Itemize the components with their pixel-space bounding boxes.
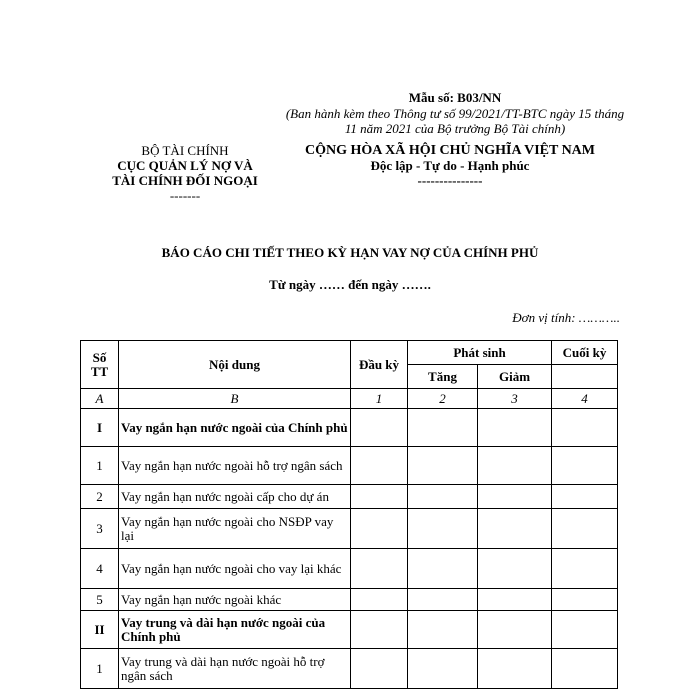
row-content: Vay ngắn hạn nước ngoài cho NSĐP vay lại (119, 509, 351, 549)
cell-decrease (478, 649, 552, 689)
cell-increase (408, 485, 478, 509)
table-row (81, 447, 618, 485)
header-increase: Tăng (408, 365, 478, 389)
cell-opening (351, 649, 408, 689)
cell-increase (408, 589, 478, 611)
cell-decrease (478, 409, 552, 447)
header-decrease: Giảm (478, 365, 552, 389)
form-note: (Ban hành kèm theo Thông tư số 99/2021/TT-BTC ngày 15 tháng 11 năm 2021 của Bộ trưởng Bộ Tài chính) (285, 106, 625, 136)
cell-opening (351, 611, 408, 649)
table-row (81, 611, 618, 649)
row-number: II (81, 611, 119, 649)
row-content: Vay trung và dài hạn nước ngoài hỗ trợ ngân sách (119, 649, 351, 689)
row-content: Vay ngắn hạn nước ngoài khác (119, 589, 351, 611)
header-stt: Số TT (81, 341, 119, 389)
cell-decrease (478, 485, 552, 509)
cell-increase (408, 509, 478, 549)
cell-opening (351, 485, 408, 509)
cell-opening (351, 409, 408, 447)
table-row (81, 509, 618, 549)
cell-closing (552, 447, 618, 485)
cell-closing (552, 611, 618, 649)
agency-line3: TÀI CHÍNH ĐỐI NGOẠI (112, 173, 258, 188)
table-row (81, 549, 618, 589)
header-content: Nội dung (119, 341, 351, 389)
table-row (81, 589, 618, 611)
row-number: 4 (81, 549, 119, 589)
header-closing-empty (552, 365, 618, 389)
cell-opening (351, 509, 408, 549)
report-period: Từ ngày …… đến ngày ……. (269, 277, 431, 292)
republic-header (300, 143, 600, 188)
report-unit: Đơn vị tính: ……….. (512, 310, 620, 325)
cell-decrease (478, 611, 552, 649)
header-closing: Cuối kỳ (552, 341, 618, 365)
cell-increase (408, 549, 478, 589)
code-4: 4 (552, 389, 618, 409)
row-number: 3 (81, 509, 119, 549)
cell-increase (408, 409, 478, 447)
cell-decrease (478, 589, 552, 611)
table-row (81, 649, 618, 689)
code-1: 1 (351, 389, 408, 409)
row-number: 5 (81, 589, 119, 611)
agency-header (100, 143, 270, 203)
row-content: Vay ngắn hạn nước ngoài cấp cho dự án (119, 485, 351, 509)
cell-opening (351, 447, 408, 485)
row-content: Vay ngắn hạn nước ngoài cho vay lại khác (119, 549, 351, 589)
cell-opening (351, 589, 408, 611)
agency-line2: CỤC QUẢN LÝ NỢ VÀ (117, 158, 253, 173)
cell-decrease (478, 549, 552, 589)
cell-closing (552, 485, 618, 509)
header-incurred: Phát sinh (408, 341, 552, 365)
row-number: 1 (81, 447, 119, 485)
cell-opening (351, 549, 408, 589)
cell-increase (408, 649, 478, 689)
row-number: I (81, 409, 119, 447)
code-3: 3 (478, 389, 552, 409)
republic-name: CỘNG HÒA XÃ HỘI CHỦ NGHĨA VIỆT NAM (304, 143, 595, 158)
cell-increase (408, 611, 478, 649)
row-content: Vay trung và dài hạn nước ngoài của Chính phủ (119, 611, 351, 649)
republic-motto: Độc lập - Tự do - Hạnh phúc (370, 158, 530, 173)
agency-line1: BỘ TÀI CHÍNH (141, 143, 229, 158)
cell-closing (552, 409, 618, 447)
row-number: 1 (81, 649, 119, 689)
code-2: 2 (408, 389, 478, 409)
republic-divider: --------------- (417, 173, 483, 188)
table-row (81, 409, 618, 447)
cell-increase (408, 447, 478, 485)
cell-closing (552, 589, 618, 611)
agency-divider: ------- (169, 188, 201, 203)
cell-closing (552, 549, 618, 589)
form-code: Mẫu số: B03/NN (408, 90, 502, 105)
row-content: Vay ngắn hạn nước ngoài hỗ trợ ngân sách (119, 447, 351, 485)
row-number: 2 (81, 485, 119, 509)
table-row (81, 485, 618, 509)
report-table (80, 340, 618, 689)
cell-closing (552, 649, 618, 689)
code-a: A (81, 389, 119, 409)
header-opening: Đầu kỳ (351, 341, 408, 389)
cell-decrease (478, 509, 552, 549)
row-content: Vay ngắn hạn nước ngoài của Chính phủ (119, 409, 351, 447)
report-title: BÁO CÁO CHI TIẾT THEO KỲ HẠN VAY NỢ CỦA CHÍNH PHỦ (161, 245, 539, 260)
cell-decrease (478, 447, 552, 485)
cell-closing (552, 509, 618, 549)
code-b: B (119, 389, 351, 409)
